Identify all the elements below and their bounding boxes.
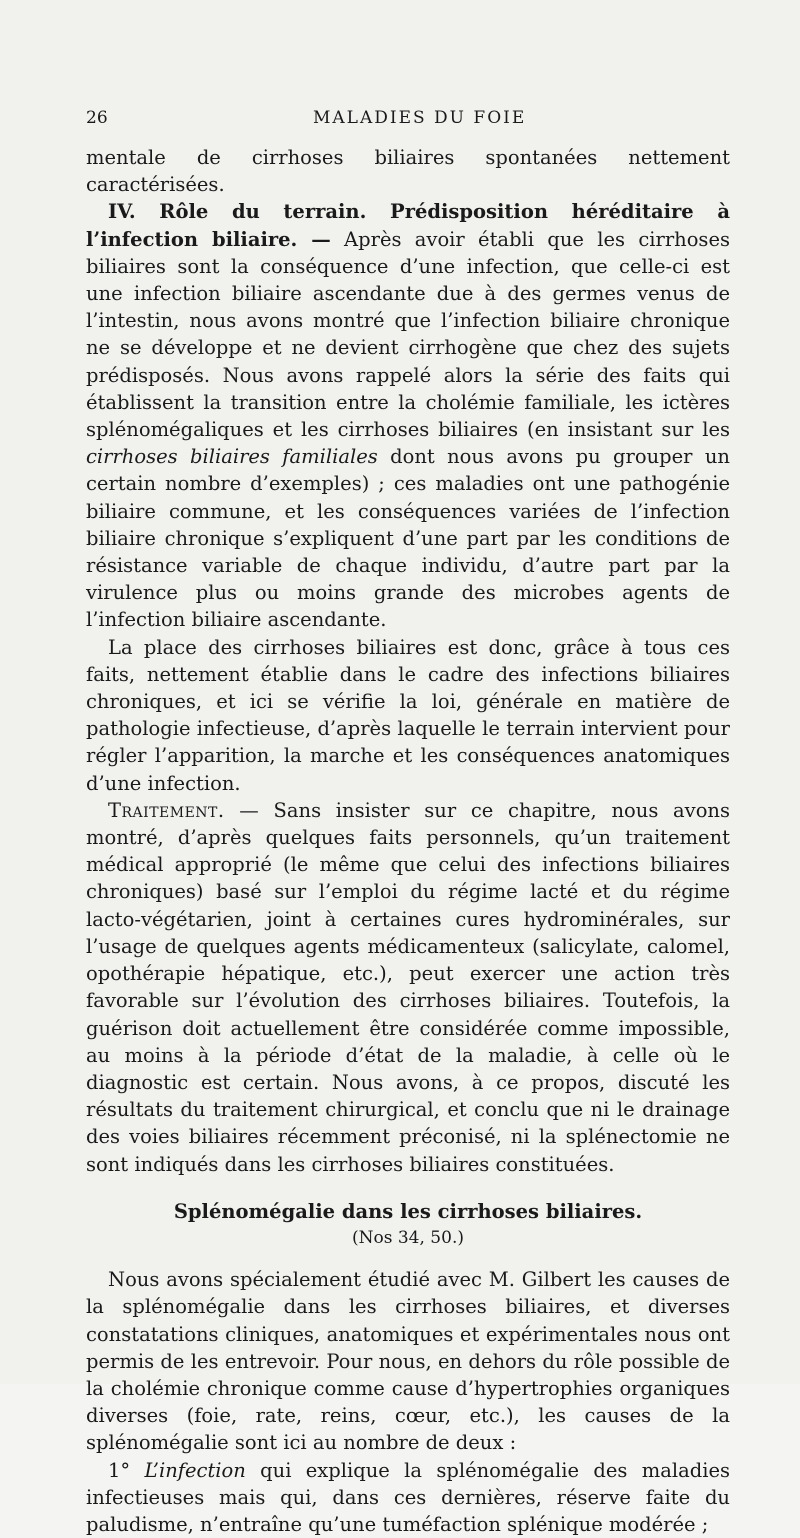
paragraph-traitement xyxy=(86,797,730,1178)
page-number: 26 xyxy=(86,108,108,128)
paragraph-continuation xyxy=(86,144,730,198)
paragraph-text: mentale de cirrhoses biliaires spontanées nettement caractérisées. xyxy=(86,146,730,197)
paragraph-text: dont nous avons pu grouper un certain nombre d’exemples) ; ces maladies ont une pathogénie biliaire commune, et les conséquences variées de l’infection biliaire chronique s’expliquent d’une part par les conditions de résistance variable de chaque individu, d’autre part par la virulence plus ou moins grande des microbes agents de l’infection biliaire ascendante. xyxy=(86,445,730,632)
running-title: MALADIES DU FOIE xyxy=(313,108,527,128)
section-title: Splénomégalie dans les cirrhoses biliaires. xyxy=(173,1199,643,1223)
page-header xyxy=(86,106,726,134)
paragraph-text: Après avoir établi que les cirrhoses biliaires sont la conséquence d’une infection, que celle-ci est une infection biliaire ascendante due à des germes venus de l’intestin, nous avons montré que l’infection biliaire chronique ne se développe et ne devient cirrhogène que chez des sujets prédisposés. Nous avons rappelé alors la série des faits qui établissent la transition entre la cholémie familiale, les ictères splénomégaliques et les cirrhoses biliaires (en insistant sur les xyxy=(86,227,730,442)
paragraph-splenomegalie xyxy=(86,1266,730,1456)
paragraph-text: Nous avons spécialement étudié avec M. Gilbert les causes de la splénomégalie dans les cirrhoses biliaires, et diverses constatations cliniques, anatomiques et expérimentales nous ont permis de les entrevoir. Pour nous, en dehors du rôle possible de la cholémie chronique comme cause d’hypertrophies organiques diverses (foie, rate, reins, cœur, etc.), les causes de la splénomégalie sont ici au nombre de deux : xyxy=(86,1268,730,1455)
paragraph-terrain xyxy=(86,198,730,633)
paragraph-heading: Traitement. xyxy=(108,798,225,822)
page-body xyxy=(86,144,730,1538)
paragraph-heading: IV. Rôle du terrain. Prédisposition héréditaire à l’infection biliaire. — xyxy=(86,200,730,251)
paragraph-text: La place des cirrhoses biliaires est donc, grâce à tous ces faits, nettement établie dans le cadre des infections biliaires chroniques, et ici se vérifie la loi, générale en matière de pathologie infectieuse, d’après laquelle le terrain intervient pour régler l’apparition, la marche et les conséquences anatomiques d’une infection. xyxy=(86,635,730,795)
paragraph-italic: L’infection xyxy=(144,1458,246,1482)
paragraph-italic: cirrhoses biliaires familiales xyxy=(86,445,378,469)
list-number: 1° xyxy=(108,1458,131,1482)
section-reference: (Nos 34, 50.) xyxy=(352,1227,464,1248)
paragraph-place xyxy=(86,634,730,797)
paragraph-text: qui explique la splénomégalie des maladies infectieuses mais qui, dans ces dernières, réserve faite du paludisme, n’entraîne qu’une tuméfaction splénique modérée ; xyxy=(86,1458,730,1536)
paragraph-text: — Sans insister sur ce chapitre, nous avons montré, d’après quelques faits personnels, qu’un traitement médical approprié (le même que celui des infections biliaires chroniques) basé sur l’emploi du régime lacté et du régime lacto-végétarien, joint à certaines cures hydrominérales, sur l’usage de quelques agents médicamenteux (salicylate, calomel, opothérapie hépatique, etc.), peut exercer une action très favorable sur l’évolution des cirrhoses biliaires. Toutefois, la guérison doit actuellement être considérée comme impossible, au moins à la période d’état de la maladie, à celle où le diagnostic est certain. Nous avons, à ce propos, discuté les résultats du traitement chirurgical, et conclu que ni le drainage des voies biliaires récemment préconisé, ni la splénectomie ne sont indiqués dans les cirrhoses biliaires constituées. xyxy=(86,798,730,1176)
paragraph-infection xyxy=(86,1457,730,1538)
